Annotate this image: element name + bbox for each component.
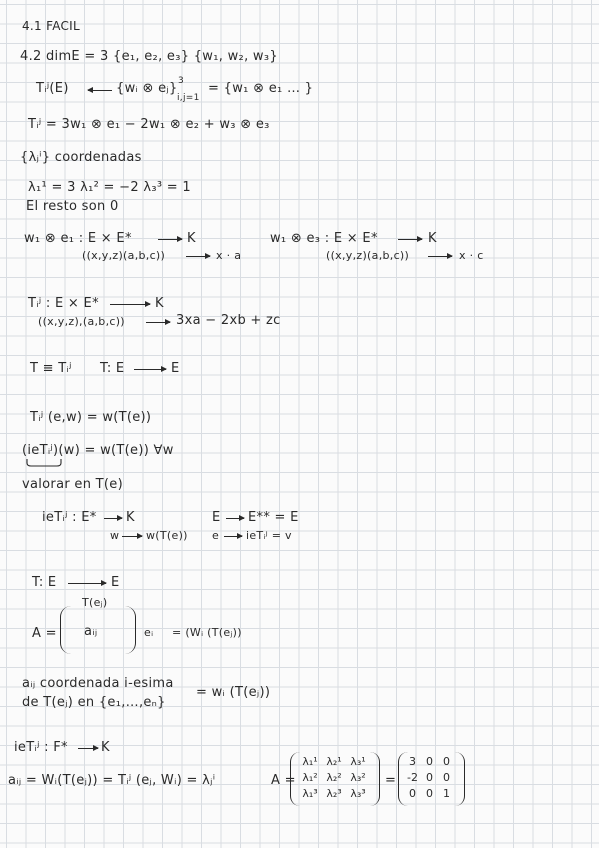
matrix-cell: 0 — [443, 755, 450, 768]
tensor-map: Tᵢʲ : E × E* — [28, 296, 99, 311]
contraction-map-f: ieTᵢʲ : F* — [14, 740, 68, 755]
tensor-expression: Tᵢʲ = 3w₁ ⊗ e₁ − 2w₁ ⊗ e₂ + w₃ ⊗ e₃ — [28, 117, 270, 132]
right-arrow-icon — [134, 369, 166, 370]
matrix-cell: λ₃³ — [350, 787, 366, 800]
entry-identity: aᵢⱼ = Wᵢ(T(eⱼ)) = Tᵢʲ (eⱼ, Wᵢ) = λⱼⁱ — [8, 773, 216, 788]
basis-subscript: i,j=1 — [177, 93, 200, 103]
tensor-definition: Tᵢʲ (e,w) = w(T(e)) — [30, 410, 152, 425]
codomain-k: K — [101, 740, 110, 755]
matrix-cell: 0 — [426, 771, 433, 784]
tensor-map-argument: ((x,y,z),(a,b,c)) — [38, 315, 125, 328]
matrix-cell: 3 — [409, 755, 416, 768]
right-arrow-icon — [110, 304, 150, 305]
map-w1-e3: w₁ ⊗ e₃ : E × E* — [270, 231, 378, 246]
map-argument: ((x,y,z)(a,b,c)) — [82, 249, 166, 262]
lambda-matrix — [298, 755, 370, 800]
basis-superscript: 3 — [178, 76, 185, 86]
matrix-cell: λ₂² — [326, 771, 342, 784]
tensor-basis-expansion: = {w₁ ⊗ e₁ … } — [208, 81, 314, 96]
map-argument: ((x,y,z)(a,b,c)) — [326, 249, 410, 262]
contraction-map: ieTᵢʲ : E* — [42, 510, 97, 525]
matrix-cell: λ₁³ — [302, 787, 318, 800]
right-arrow-icon — [398, 239, 422, 240]
w-of-t-e: w(T(e)) — [146, 529, 188, 542]
underbrace-icon — [26, 458, 62, 468]
lambda-values: λ₁¹ = 3 λ₁² = −2 λ₃³ = 1 — [28, 180, 191, 195]
matrix-a-label: A = — [271, 773, 296, 788]
matrix-cell: 1 — [443, 787, 450, 800]
equals-sign: = — [385, 773, 397, 788]
matrix-cell: λ₁² — [302, 771, 318, 784]
endomorphism: T: E — [100, 361, 125, 376]
maps-to-arrow-icon — [224, 536, 242, 537]
map-w1-e1: w₁ ⊗ e₁ : E × E* — [24, 231, 132, 246]
vector-e: e — [212, 529, 220, 542]
matrix-cell: 0 — [426, 755, 433, 768]
right-arrow-icon — [104, 518, 122, 519]
matrix-a-label: A = — [32, 626, 57, 641]
endomorphism: T: E — [32, 575, 57, 590]
bidual-identification: E** = E — [248, 510, 299, 525]
codomain-k: K — [428, 231, 437, 246]
tensor-map-value: 3xa − 2xb + zc — [176, 313, 281, 328]
codomain-e: E — [171, 361, 180, 376]
coordinate-formula: = wᵢ (T(eⱼ)) — [196, 685, 271, 700]
left-arrow-icon — [88, 90, 112, 91]
space-e: E — [212, 510, 221, 525]
map-value-xc: x · c — [459, 249, 484, 262]
maps-to-arrow-icon — [146, 322, 170, 323]
covector-w: w — [110, 529, 120, 542]
tensor-space-label: Tᵢʲ(E) — [36, 81, 69, 96]
matrix-cell: λ₂³ — [326, 787, 342, 800]
coordinates-label: {λⱼⁱ} coordenadas — [20, 150, 142, 165]
right-arrow-icon — [158, 239, 182, 240]
matrix-cell: λ₃¹ — [350, 755, 366, 768]
evaluate-note: valorar en T(e) — [22, 477, 123, 492]
matrix-cell: λ₁¹ — [302, 755, 318, 768]
right-paren-icon — [455, 752, 465, 806]
matrix-cell: -2 — [407, 771, 418, 784]
right-arrow-icon — [68, 583, 106, 584]
rest-are-zero: El resto son 0 — [26, 199, 119, 214]
maps-to-arrow-icon — [122, 536, 142, 537]
matrix-cell: λ₃² — [350, 771, 366, 784]
right-arrow-icon — [78, 748, 98, 749]
contraction-equals-v: ieTᵢʲ = v — [246, 529, 292, 542]
matrix-cell: λ₂¹ — [326, 755, 342, 768]
column-label-t-ej: T(eⱼ) — [82, 596, 108, 609]
entry-formula: = (Wᵢ (T(eⱼ)) — [172, 626, 242, 639]
codomain-k: K — [126, 510, 135, 525]
maps-to-arrow-icon — [186, 256, 210, 257]
dimension-and-bases: 4.2 dimE = 3 {e₁, e₂, e₃} {w₁, w₂, w₃} — [20, 49, 278, 64]
codomain-k: K — [155, 296, 164, 311]
right-paren-icon — [370, 752, 380, 806]
codomain-e: E — [111, 575, 120, 590]
right-arrow-icon — [226, 518, 244, 519]
matrix-cell: 0 — [426, 787, 433, 800]
matrix-cell: 0 — [443, 771, 450, 784]
tensor-equivalence: T ≡ Tᵢʲ — [30, 361, 72, 376]
map-value-xa: x · a — [216, 249, 242, 262]
row-label-ei: eᵢ — [144, 626, 154, 639]
heading-4-1: 4.1 FACIL — [22, 19, 81, 33]
matrix-entry-aij: aᵢⱼ — [84, 624, 98, 639]
coordinate-basis: de T(eⱼ) en {e₁,…,eₙ} — [22, 695, 166, 710]
matrix-cell: 0 — [409, 787, 416, 800]
left-paren-icon — [60, 606, 71, 654]
coordinate-definition: aᵢⱼ coordenada i-esima — [22, 676, 174, 691]
value-matrix — [404, 755, 455, 800]
right-paren-icon — [125, 606, 136, 654]
contraction-definition: (ieTᵢʲ)(w) = w(T(e)) ∀w — [22, 443, 174, 458]
maps-to-arrow-icon — [428, 256, 452, 257]
tensor-basis-set: {wᵢ ⊗ eⱼ} — [116, 81, 178, 96]
codomain-k: K — [187, 231, 196, 246]
